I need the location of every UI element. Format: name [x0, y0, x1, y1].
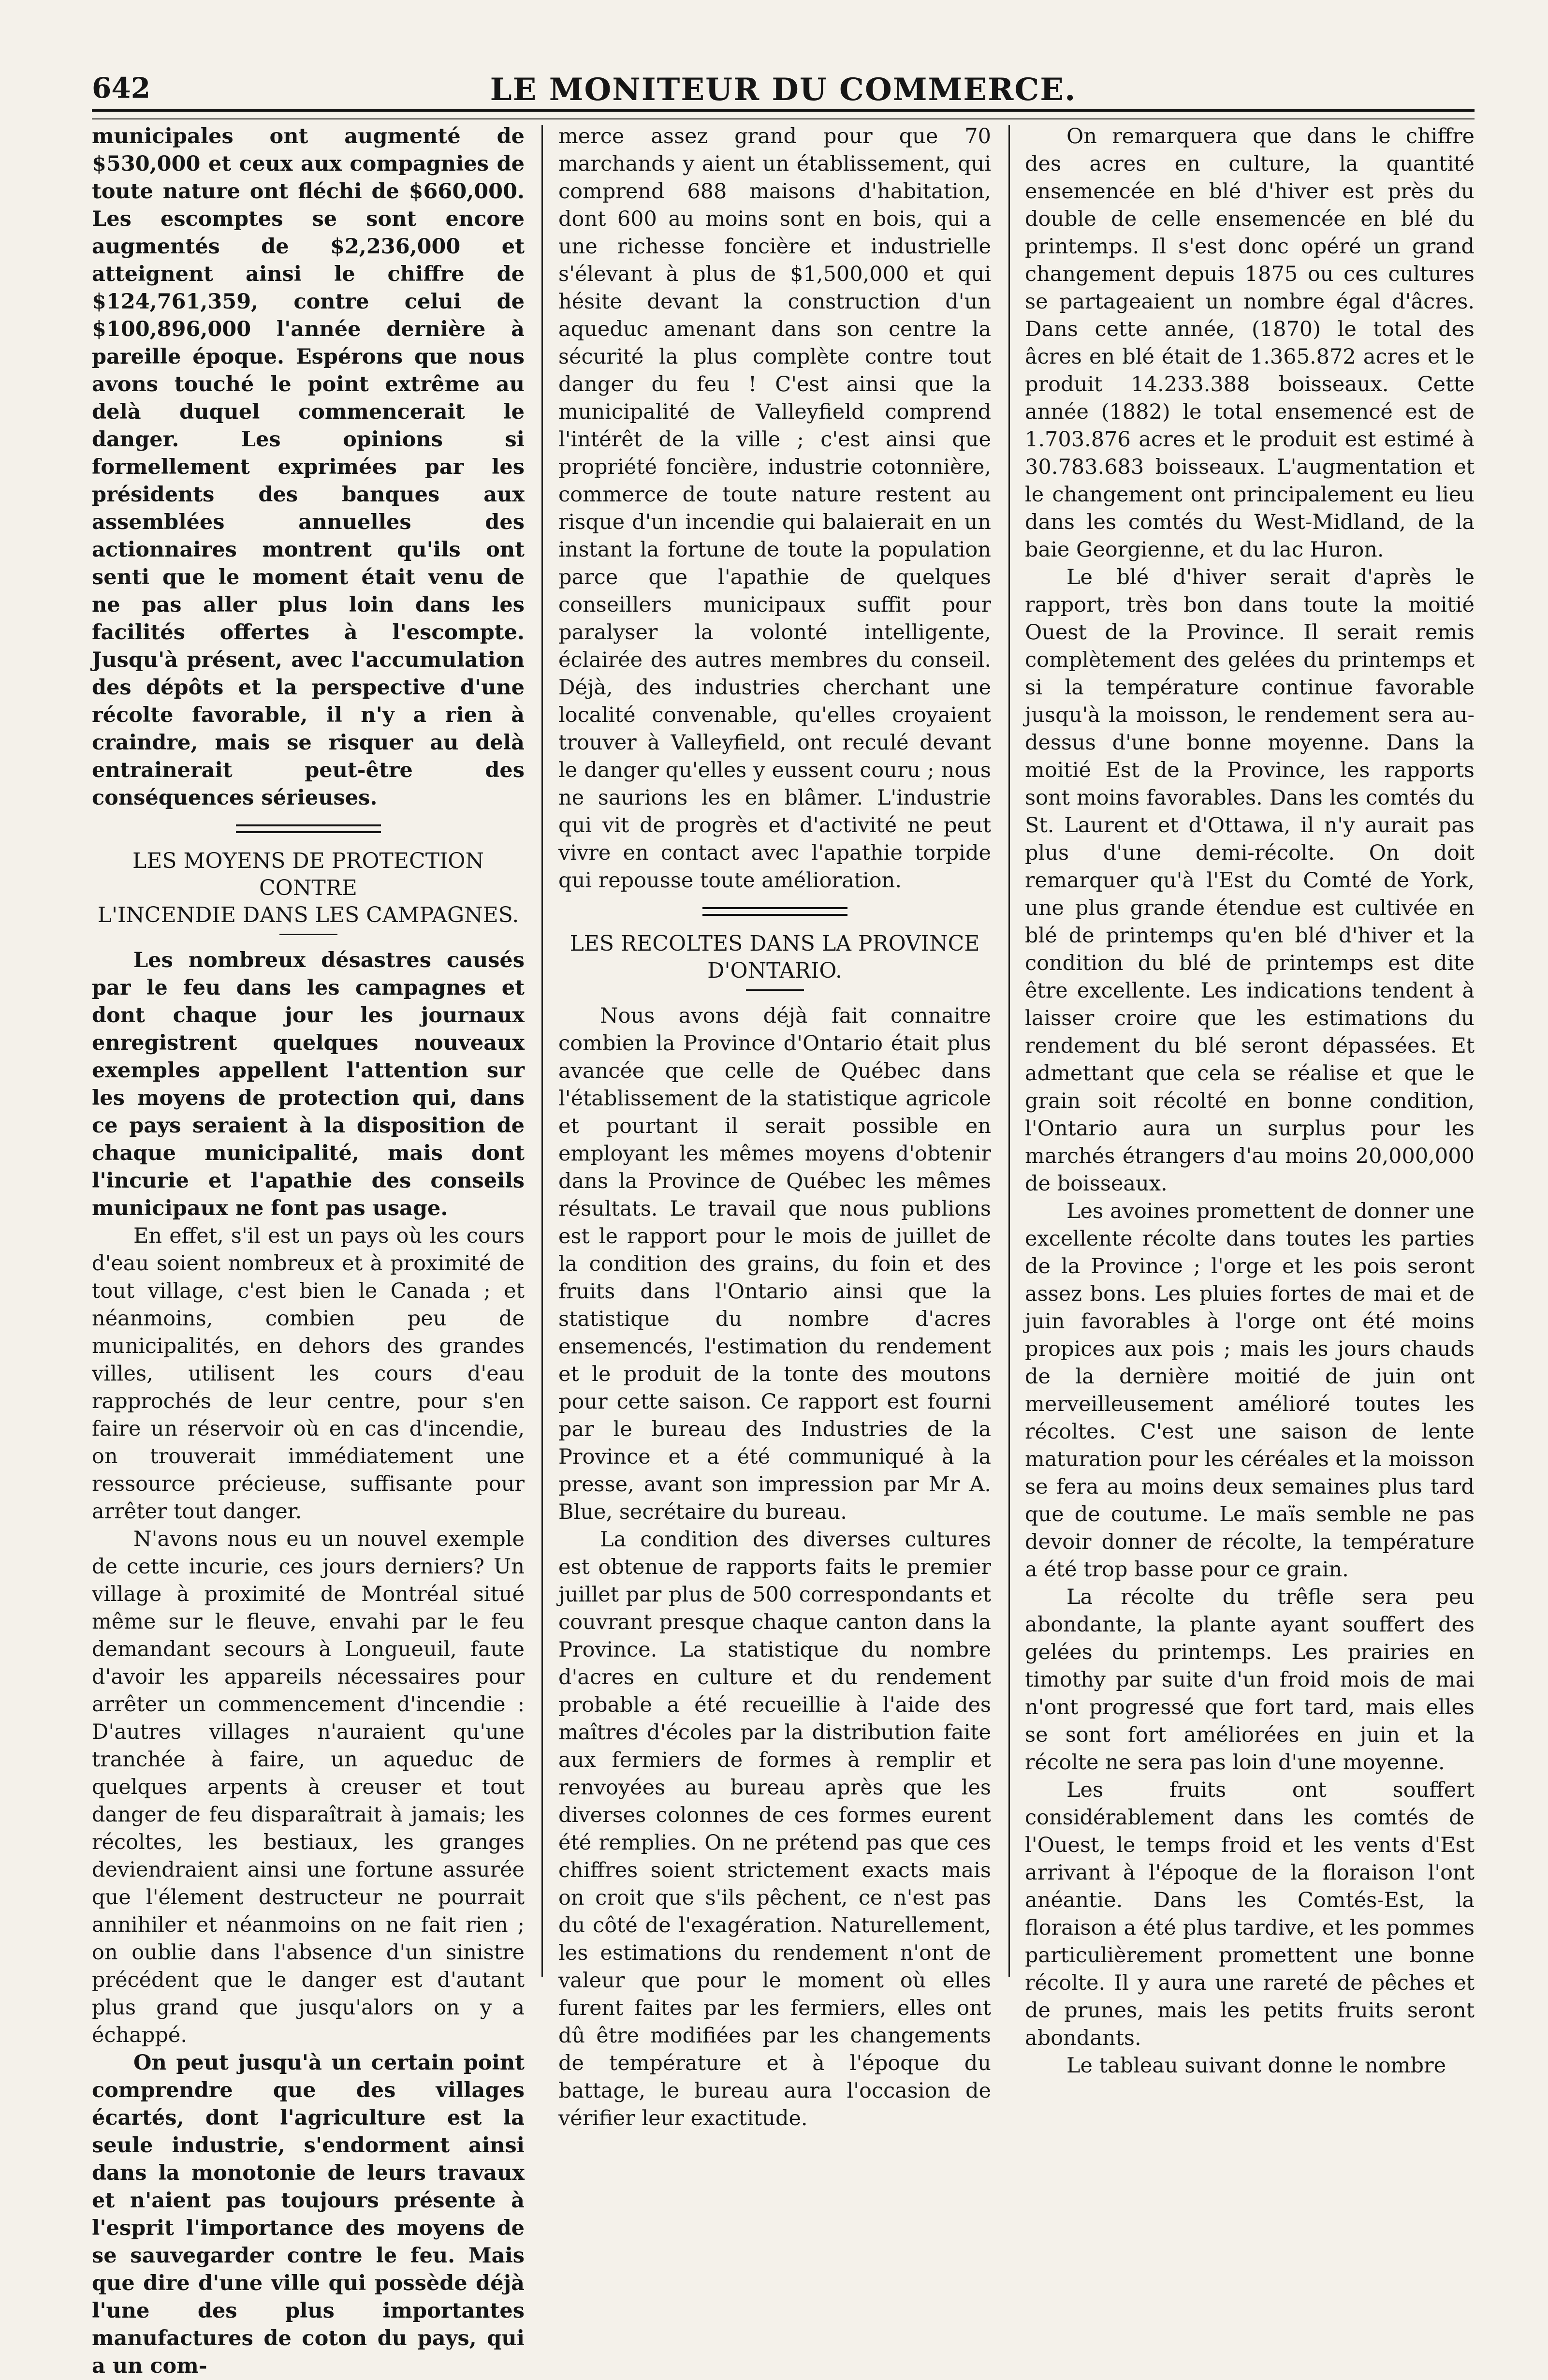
paragraph: Le tableau suivant donne le nombre [1066, 2054, 1446, 2078]
column-divider [1008, 125, 1010, 1977]
paragraph: On remarquera que dans le chiffre des acres en culture, la quantité ensemencée en blé d'hiver est près du double de celle ensemencée en blé du printemps. Il s'est donc opéré un grand changement depuis 1875 ou ces cultures se partageaient un nombre égal d'âcres. Dans cette année, (1870) le total des âcres en blé était de 1.365.872 acres et le produit 14.233.388 boisseaux. Cette année (1882) le total ensemencé est de 1.703.876 acres et le produit est estimé à 30.783.683 boisseaux. L'augmentation et le changement ont principalement eu lieu dans les comtés du West-Midland, de la baie Georgienne, et du lac Huron. [1025, 124, 1475, 562]
section-title-line: D'ONTARIO. [707, 958, 842, 983]
column-2 [558, 123, 991, 2130]
paragraph: Les fruits ont souffert considérablement dans les comtés de l'Ouest, le temps froid et les vents d'Est arrivant à l'époque de la floraison l'ont anéantie. Dans les Comtés-Est, la floraison a été plus tardive, et les pommes particulièrement promettent une bonne récolte. Il y aura une rareté de pêches et de prunes, mais les petits fruits seront abondants. [1025, 1778, 1475, 2050]
section-divider [702, 907, 847, 916]
title-rule [746, 989, 804, 991]
paragraph: On peut jusqu'à un certain point comprendre que des villages écartés, dont l'agriculture est la seule industrie, s'endorment ainsi dans la monotonie de leurs travaux et n'aient pas toujours présente à l'esprit l'importance des moyens de se sauvegarder contre le feu. Mais que dire d'une ville qui possède déjà l'une des plus importantes manufactures de coton du pays, qui a un com- [92, 2051, 525, 2378]
header-rule [92, 109, 1475, 119]
paragraph: Nous avons déjà fait connaitre combien la Province d'Ontario était plus avancée que celle de Québec dans l'établissement de la statistique agricole et pourtant il serait possible en employant les mêmes moyens d'obtenir dans la Province de Québec les mêmes résultats. Le travail que nous publions est le rapport pour le mois de juillet de la condition des grains, du foin et des fruits dans l'Ontario ainsi que la statistique du nombre d'acres ensemencés, l'estimation du rendement et le produit de la tonte des moutons pour cette saison. Ce rapport est fourni par le bureau des Industries de la Province et a été communiqué à la presse, avant son impression par Mr A. Blue, secrétaire du bureau. [558, 1004, 991, 1524]
paragraph: Le blé d'hiver serait d'après le rapport, très bon dans toute la moitié Ouest de la Province. Il serait remis complètement des gelées du printemps et si la température continue favorable jusqu'à la moisson, le rendement sera au-dessus d'une bonne moyenne. Dans la moitié Est de la Province, les rapports sont moins favorables. Dans les comtés du St. Laurent et d'Ottawa, il n'y aurait pas plus d'une demi-récolte. On doit remarquer qu'à l'Est du Comté de York, une plus grande étendue est cultivée en blé de printemps qu'en blé d'hiver et la condition du blé de printemps est dite être excellente. Les indications tendent à laisser croire que les estimations du rendement du blé seront dépassées. Et admettant que cela se réalise et que le grain soit récolté en bonne condition, l'Ontario aura un surplus pour les marchés étrangers d'au moins 20,000,000 de boisseaux. [1025, 565, 1475, 1196]
paragraph: merce assez grand pour que 70 marchands y aient un établissement, qui comprend 688 maisons d'habitation, dont 600 au moins sont en bois, qui a une richesse foncière et industrielle s'élevant à plus de $1,500,000 et qui hésite devant la construction d'un aqueduc amenant dans son centre la sécurité la plus complète contre tout danger du feu ! C'est ainsi que la municipalité de Valleyfield comprend l'intérêt de la ville ; c'est ainsi que propriété foncière, industrie cotonnière, commerce de toute nature restent au risque d'un incendie qui balaierait en un instant la fortune de toute la population parce que l'apathie de quelques conseillers municipaux suffit pour paralyser la volonté intelligente, éclairée des autres membres du conseil. Déjà, des industries cherchant une localité convenable, qu'elles croyaient trouver à Valleyfield, ont reculé devant le danger qu'elles y eussent couru ; nous ne saurions les en blâmer. L'industrie qui vit de progrès et d'activité ne peut vivre en contact avec l'apathie torpide qui repousse toute amélioration. [558, 124, 991, 893]
journal-title: LE MONITEUR DU COMMERCE. [490, 72, 1077, 108]
article-continuation: municipales ont augmenté de $530,000 et ceux aux compagnies de toute nature ont fléchi de $660,000. Les escomptes se sont encore augmentés de $2,236,000 et atteignent ainsi le chiffre de $124,761,359, contre celui de $100,896,000 l'année dernière à pareille époque. Espérons que nous avons touché le point extrême au delà duquel commencerait le danger. Les opinions si formellement exprimées par les présidents des banques aux assemblées annuelles des actionnaires montrent qu'ils ont senti que le moment était venu de ne pas aller plus loin dans les facilités offertes à l'escompte. Jusqu'à présent, avec l'accumulation des dépôts et la perspective d'une récolte favorable, il n'y a rien à craindre, mais se risquer au delà entrainerait peut-être des conséquences sérieuses. [92, 124, 525, 810]
column-divider [541, 125, 543, 1977]
section-title-incendie [92, 848, 525, 929]
page-header [92, 68, 1475, 116]
paragraph: La récolte du trêfle sera peu abondante, la plante ayant souffert des gelées du printemps. Les prairies en timothy par suite d'un froid mois de mai n'ont progressé que fort tard, mais elles se sont fort améliorées en juin et la récolte ne sera pas loin d'une moyenne. [1025, 1585, 1475, 1775]
title-rule [279, 934, 337, 935]
section-title-recoltes [558, 930, 991, 984]
paragraph: N'avons nous eu un nouvel exemple de cette incurie, ces jours derniers? Un village à proximité de Montréal situé même sur le fleuve, envahi par le feu demandant secours à Longueuil, faute d'avoir les appareils nécessaires pour arrêter un commencement d'incendie : D'autres villages n'auraient qu'une tranchée à faire, un aqueduc de quelques arpents à creuser et tout danger de feu disparaîtrait à jamais; les récoltes, les bestiaux, les granges deviendraient ainsi une fortune assurée que l'élement destructeur ne pourrait annihiler et néanmoins on ne fait rien ; on oublie dans l'absence d'un sinistre précédent que le danger est d'autant plus grand que jusqu'alors on y a échappé. [92, 1527, 525, 2047]
paragraph: En effet, s'il est un pays où les cours d'eau soient nombreux et à proximité de tout village, c'est bien le Canada ; et néanmoins, combien peu de municipalités, en dehors des grandes villes, utilisent les cours d'eau rapprochés de leur centre, pour s'en faire un réservoir où en cas d'incendie, on trouverait immédiatement une ressource précieuse, suffisante pour arrêter tout danger. [92, 1224, 525, 1524]
section-title-line: LES MOYENS DE PROTECTION CONTRE [132, 849, 484, 900]
section-title-line: L'INCENDIE DANS LES CAMPAGNES. [97, 903, 519, 927]
paragraph: Les avoines promettent de donner une excellente récolte dans toutes les parties de la Province ; l'orge et les pois seront assez bons. Les pluies fortes de mai et de juin favorables à l'orge ont été moins propices aux pois ; mais les jours chauds de la dernière moitié de juin ont merveilleusement amélioré toutes les récoltes. C'est une saison de lente maturation pour les céréales et la moisson se fera au moins deux semaines plus tard que de coutume. Le maïs semble ne pas devoir donner de récolte, la température a été trop basse pour ce grain. [1025, 1199, 1475, 1582]
section-title-line: LES RECOLTES DANS LA PROVINCE [570, 931, 980, 956]
paragraph: La condition des diverses cultures est obtenue de rapports faits le premier juillet par plus de 500 correspondants et couvrant presque chaque canton dans la Province. La statistique du nombre d'acres en culture et du rendement probable a été recueillie à l'aide des maîtres d'écoles par la distribution faite aux fermiers de formes à remplir et renvoyées au bureau après que les diverses colonnes de ces formes eurent été remplies. On ne prétend pas que ces chiffres soient strictement exacts mais on croit que s'ils pêchent, ce n'est pas du côté de l'exagération. Naturellement, les estimations du rendement n'ont de valeur que pour le moment où elles furent faites par les fermiers, elles ont dû être modifiées par les changements de température et à l'époque du battage, le bureau aura l'occasion de vérifier leur exactitude. [558, 1528, 991, 2130]
column-1 [92, 123, 525, 2378]
paragraph: Les nombreux désastres causés par le feu dans les campagnes et dont chaque jour les journaux enregistrent quelques nouveaux exemples appellent l'attention sur les moyens de protection qui, dans ce pays seraient à la disposition de chaque municipalité, mais dont l'incurie et l'apathie des conseils municipaux ne font pas usage. [92, 948, 525, 1220]
section-divider [236, 824, 381, 833]
column-3 [1025, 123, 1475, 2078]
page-number: 642 [92, 72, 151, 104]
